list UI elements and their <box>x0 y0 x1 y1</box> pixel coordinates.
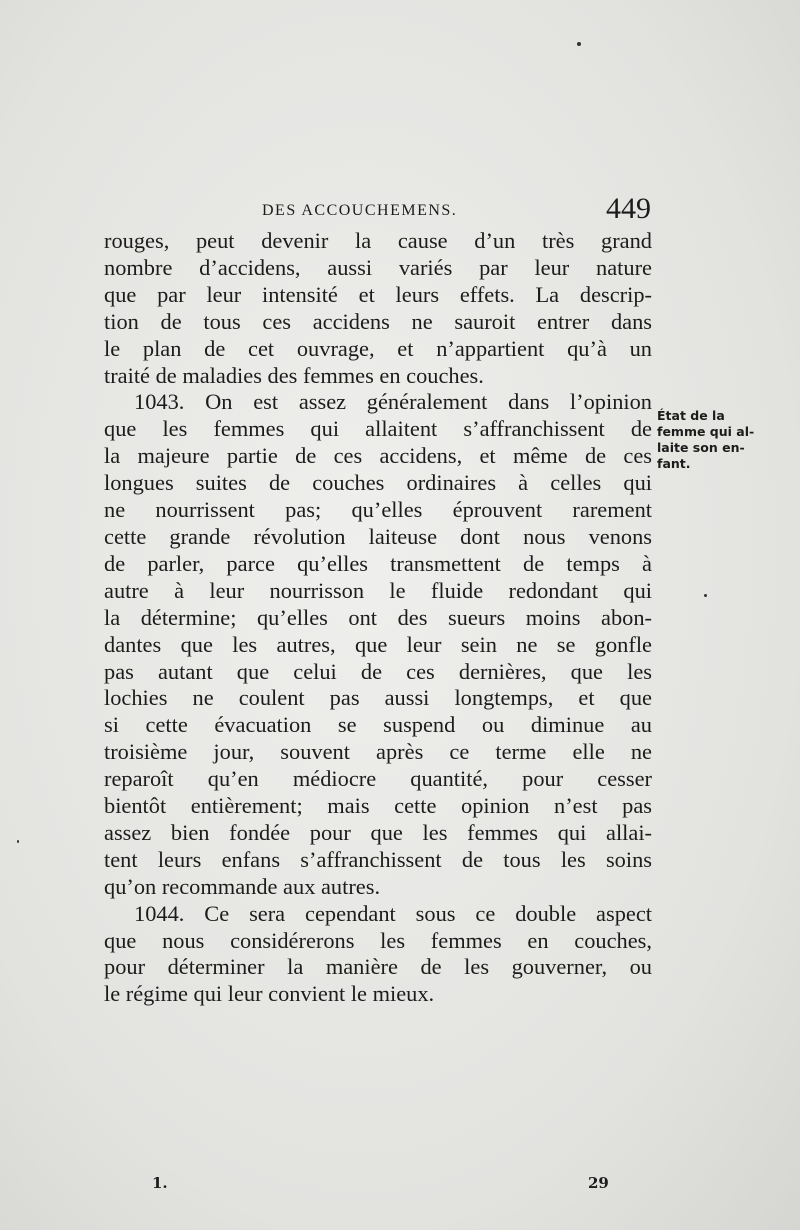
text-line: la majeure partie de ces accidens, et même de ces <box>104 443 652 469</box>
text-line: ne nourrissent pas; qu’elles éprouvent rarement <box>104 497 652 523</box>
paragraph-start-1044: 1044. Ce sera cependant sous ce double aspect <box>134 900 652 926</box>
signature-mark: 1. <box>152 1174 168 1192</box>
margin-note-line: État de la <box>657 408 725 423</box>
text-line: la détermine; qu’elles ont des sueurs moins abon- <box>104 604 652 630</box>
text-line: que les femmes qui allaitent s’affranchissent de <box>104 416 652 442</box>
text-line: nombre d’accidens, aussi variés par leur nature <box>104 254 652 280</box>
text-line: lochies ne coulent pas aussi longtemps, et que <box>104 685 652 711</box>
text-line: que nous considérerons les femmes en couches, <box>104 927 652 953</box>
text-line: de parler, parce qu’elles transmettent de temps à <box>104 550 652 576</box>
text-line: tion de tous ces accidens ne sauroit entrer dans <box>104 308 652 334</box>
ink-speck <box>577 42 581 46</box>
text-line: assez bien fondée pour que les femmes qui allai- <box>104 819 652 845</box>
text-line: pour déterminer la manière de les gouverner, ou <box>104 954 652 980</box>
text-line: qu’on recommande aux autres. <box>104 873 381 899</box>
margin-note-line: laite son en- <box>657 440 745 455</box>
text-line: le plan de cet ouvrage, et n’appartient qu’à un <box>104 335 652 361</box>
ink-speck <box>704 594 707 597</box>
text-line: pas autant que celui de ces dernières, que les <box>104 658 652 684</box>
text-line: troisième jour, souvent après ce terme elle ne <box>104 739 652 765</box>
margin-note-line: femme qui al- <box>657 424 755 439</box>
text-line: tent leurs enfans s’affranchissent de tous les soins <box>104 846 652 872</box>
text-line: rouges, peut devenir la cause d’un très grand <box>104 228 652 253</box>
text-line: que par leur intensité et leurs effets. La descrip- <box>104 281 652 307</box>
margin-note <box>657 408 767 472</box>
text-line: si cette évacuation se suspend ou diminue au <box>104 712 652 738</box>
text-line: cette grande révolution laiteuse dont nous venons <box>104 523 652 549</box>
text-line: bientôt entièrement; mais cette opinion n’est pas <box>104 793 652 819</box>
text-line: longues suites de couches ordinaires à celles qui <box>104 470 652 496</box>
text-line: dantes que les autres, que leur sein ne se gonfle <box>104 631 652 657</box>
margin-note-line: fant. <box>657 456 691 471</box>
text-line: autre à leur nourrisson le fluide redondant qui <box>104 577 652 603</box>
page-number: 449 <box>606 192 651 225</box>
body-text <box>104 228 652 1008</box>
text-line: reparoît qu’en médiocre quantité, pour cesser <box>104 766 652 792</box>
paragraph-start-1043: 1043. On est assez généralement dans l’opinion <box>134 389 652 415</box>
running-title: DES ACCOUCHEMENS. <box>262 202 458 219</box>
ink-speck <box>17 840 19 843</box>
signature-number: 29 <box>588 1174 609 1192</box>
text-line: le régime qui leur convient le mieux. <box>104 981 435 1007</box>
text-line: traité de maladies des femmes en couches. <box>104 362 484 388</box>
